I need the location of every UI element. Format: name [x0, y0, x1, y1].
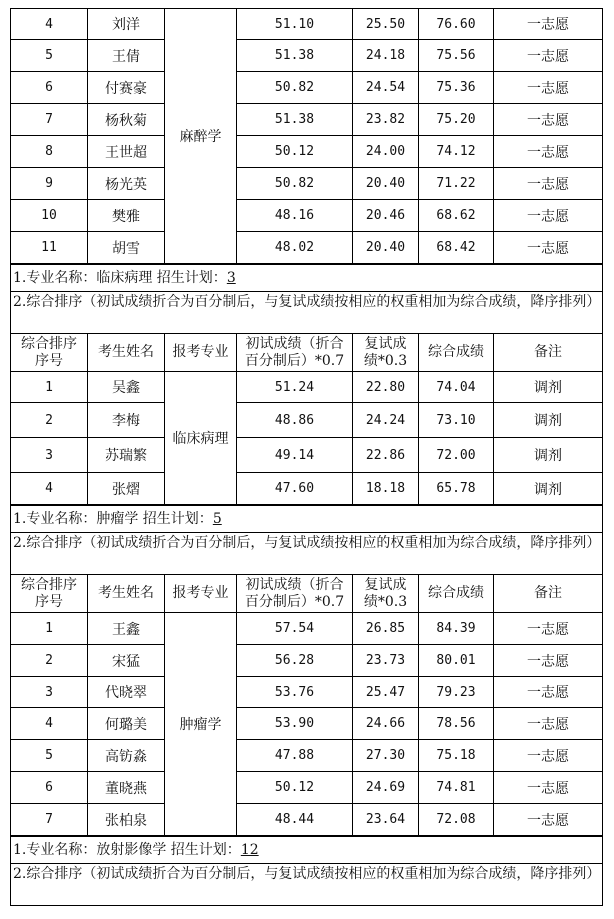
initial-score-cell: 51.38: [237, 104, 353, 136]
initial-score-cell: 48.16: [237, 200, 353, 232]
note-cell: 一志愿: [494, 72, 603, 104]
note-cell: 调剂: [494, 473, 603, 505]
initial-score-cell: 48.02: [237, 232, 353, 264]
total-score-cell: 74.04: [419, 372, 494, 403]
section-oncology: [10, 505, 603, 574]
initial-score-cell: 47.60: [237, 473, 353, 505]
rank-cell: 1: [11, 613, 88, 645]
rank-cell: 9: [11, 168, 88, 200]
note-cell: 调剂: [494, 403, 603, 438]
table-row: [11, 772, 603, 804]
ranking-rule: 2.综合排序（初试成绩折合为百分制后，与复试成绩按相应的权重相加为综合成绩，降序排列）: [11, 863, 602, 905]
initial-score-cell: 53.76: [237, 677, 353, 708]
rank-cell: 8: [11, 136, 88, 168]
name-cell: 李梅: [88, 403, 165, 438]
section-pathology: [10, 264, 603, 333]
table-row: [11, 708, 603, 740]
retest-score-cell: 22.80: [353, 372, 419, 403]
name-cell: 张柏泉: [88, 804, 165, 836]
initial-score-cell: 47.88: [237, 740, 353, 772]
retest-score-cell: 23.82: [353, 104, 419, 136]
rank-cell: 1: [11, 372, 88, 403]
initial-score-cell: 51.38: [237, 40, 353, 72]
name-cell: 王倩: [88, 40, 165, 72]
retest-score-cell: 26.85: [353, 613, 419, 645]
retest-score-cell: 18.18: [353, 473, 419, 505]
initial-score-cell: 57.54: [237, 613, 353, 645]
rank-cell: 6: [11, 772, 88, 804]
total-score-cell: 68.62: [419, 200, 494, 232]
rank-cell: 10: [11, 200, 88, 232]
initial-score-cell: 51.10: [237, 9, 353, 40]
total-score-cell: 84.39: [419, 613, 494, 645]
retest-score-cell: 24.69: [353, 772, 419, 804]
document-page: [10, 8, 603, 906]
table-anesthesiology: [10, 8, 603, 264]
header-name: 考生姓名: [88, 575, 165, 613]
header-name: 考生姓名: [88, 334, 165, 372]
note-cell: 一志愿: [494, 9, 603, 40]
plan-count: 3: [226, 270, 236, 286]
table-row: [11, 104, 603, 136]
table-row: [11, 9, 603, 40]
rank-cell: 4: [11, 708, 88, 740]
name-cell: 刘洋: [88, 9, 165, 40]
total-score-cell: 65.78: [419, 473, 494, 505]
total-score-cell: 68.42: [419, 232, 494, 264]
ranking-rule: 2.综合排序（初试成绩折合为百分制后，与复试成绩按相应的权重相加为综合成绩，降序排列）: [11, 532, 602, 574]
name-cell: 杨光英: [88, 168, 165, 200]
header-rank: 综合排序 序号: [11, 575, 88, 613]
major-title: 1.专业名称：临床病理 招生计划：3: [11, 264, 602, 291]
name-cell: 付赛豪: [88, 72, 165, 104]
major-cell: 临床病理: [165, 372, 237, 505]
table-row: [11, 200, 603, 232]
header-note: 备注: [494, 334, 603, 372]
rank-cell: 5: [11, 40, 88, 72]
initial-score-cell: 49.14: [237, 438, 353, 473]
total-score-cell: 75.18: [419, 740, 494, 772]
name-cell: 何璐美: [88, 708, 165, 740]
name-cell: 董晓燕: [88, 772, 165, 804]
table-pathology: [10, 333, 603, 505]
retest-score-cell: 25.47: [353, 677, 419, 708]
note-cell: 一志愿: [494, 104, 603, 136]
total-score-cell: 72.00: [419, 438, 494, 473]
name-cell: 王鑫: [88, 613, 165, 645]
name-cell: 苏瑞繁: [88, 438, 165, 473]
note-cell: 一志愿: [494, 708, 603, 740]
total-score-cell: 75.56: [419, 40, 494, 72]
initial-score-cell: 50.12: [237, 136, 353, 168]
note-cell: 调剂: [494, 438, 603, 473]
note-cell: 一志愿: [494, 740, 603, 772]
rank-cell: 7: [11, 804, 88, 836]
rank-cell: 6: [11, 72, 88, 104]
rank-cell: 7: [11, 104, 88, 136]
retest-score-cell: 27.30: [353, 740, 419, 772]
plan-count: 12: [240, 842, 259, 858]
total-score-cell: 71.22: [419, 168, 494, 200]
table-row: [11, 740, 603, 772]
total-score-cell: 74.12: [419, 136, 494, 168]
table-row: [11, 804, 603, 836]
note-cell: 一志愿: [494, 613, 603, 645]
retest-score-cell: 25.50: [353, 9, 419, 40]
header-retest-score: 复试成 绩*0.3: [353, 334, 419, 372]
retest-score-cell: 20.40: [353, 232, 419, 264]
ranking-rule: 2.综合排序（初试成绩折合为百分制后，与复试成绩按相应的权重相加为综合成绩，降序排列）: [11, 291, 602, 333]
table-row: [11, 403, 603, 438]
table-row: [11, 645, 603, 677]
major-title: 1.专业名称：肿瘤学 招生计划：5: [11, 505, 602, 532]
table-row: [11, 136, 603, 168]
note-cell: 一志愿: [494, 168, 603, 200]
name-cell: 王世超: [88, 136, 165, 168]
note-cell: 一志愿: [494, 136, 603, 168]
note-cell: 一志愿: [494, 232, 603, 264]
retest-score-cell: 20.40: [353, 168, 419, 200]
retest-score-cell: 24.66: [353, 708, 419, 740]
rank-cell: 2: [11, 645, 88, 677]
table-header: [11, 575, 603, 613]
table-row: [11, 613, 603, 645]
table-row: [11, 40, 603, 72]
rank-cell: 3: [11, 438, 88, 473]
initial-score-cell: 50.82: [237, 72, 353, 104]
total-score-cell: 78.56: [419, 708, 494, 740]
major-cell: 肿瘤学: [165, 613, 237, 836]
note-cell: 一志愿: [494, 772, 603, 804]
name-cell: 吴鑫: [88, 372, 165, 403]
retest-score-cell: 23.64: [353, 804, 419, 836]
name-cell: 高钫淼: [88, 740, 165, 772]
rank-cell: 4: [11, 473, 88, 505]
table-row: [11, 473, 603, 505]
header-major: 报考专业: [165, 334, 237, 372]
initial-score-cell: 50.12: [237, 772, 353, 804]
initial-score-cell: 56.28: [237, 645, 353, 677]
total-score-cell: 79.23: [419, 677, 494, 708]
note-cell: 一志愿: [494, 200, 603, 232]
header-rank: 综合排序 序号: [11, 334, 88, 372]
table-row: [11, 232, 603, 264]
header-initial-score: 初试成绩（折合 百分制后）*0.7: [237, 575, 353, 613]
retest-score-cell: 24.18: [353, 40, 419, 72]
retest-score-cell: 24.00: [353, 136, 419, 168]
table-row: [11, 72, 603, 104]
total-score-cell: 73.10: [419, 403, 494, 438]
header-total-score: 综合成绩: [419, 575, 494, 613]
rank-cell: 11: [11, 232, 88, 264]
rank-cell: 4: [11, 9, 88, 40]
note-cell: 一志愿: [494, 645, 603, 677]
total-score-cell: 72.08: [419, 804, 494, 836]
name-cell: 宋猛: [88, 645, 165, 677]
table-oncology: [10, 574, 603, 836]
initial-score-cell: 50.82: [237, 168, 353, 200]
name-cell: 代晓翠: [88, 677, 165, 708]
plan-count: 5: [212, 511, 222, 527]
total-score-cell: 75.20: [419, 104, 494, 136]
note-cell: 一志愿: [494, 804, 603, 836]
table-row: [11, 372, 603, 403]
name-cell: 胡雪: [88, 232, 165, 264]
initial-score-cell: 48.86: [237, 403, 353, 438]
initial-score-cell: 48.44: [237, 804, 353, 836]
retest-score-cell: 20.46: [353, 200, 419, 232]
name-cell: 樊雅: [88, 200, 165, 232]
total-score-cell: 76.60: [419, 9, 494, 40]
major-title: 1.专业名称：放射影像学 招生计划：12: [11, 836, 602, 863]
retest-score-cell: 24.24: [353, 403, 419, 438]
total-score-cell: 80.01: [419, 645, 494, 677]
note-cell: 一志愿: [494, 677, 603, 708]
rank-cell: 5: [11, 740, 88, 772]
section-radiology: [10, 836, 603, 906]
major-cell: 麻醉学: [165, 9, 237, 264]
header-retest-score: 复试成 绩*0.3: [353, 575, 419, 613]
rank-cell: 2: [11, 403, 88, 438]
initial-score-cell: 53.90: [237, 708, 353, 740]
table-row: [11, 438, 603, 473]
initial-score-cell: 51.24: [237, 372, 353, 403]
table-header: [11, 334, 603, 372]
total-score-cell: 74.81: [419, 772, 494, 804]
total-score-cell: 75.36: [419, 72, 494, 104]
retest-score-cell: 22.86: [353, 438, 419, 473]
rank-cell: 3: [11, 677, 88, 708]
table-row: [11, 677, 603, 708]
header-total-score: 综合成绩: [419, 334, 494, 372]
table-row: [11, 168, 603, 200]
name-cell: 张熠: [88, 473, 165, 505]
name-cell: 杨秋菊: [88, 104, 165, 136]
header-initial-score: 初试成绩（折合 百分制后）*0.7: [237, 334, 353, 372]
retest-score-cell: 23.73: [353, 645, 419, 677]
header-major: 报考专业: [165, 575, 237, 613]
retest-score-cell: 24.54: [353, 72, 419, 104]
header-note: 备注: [494, 575, 603, 613]
note-cell: 一志愿: [494, 40, 603, 72]
note-cell: 调剂: [494, 372, 603, 403]
